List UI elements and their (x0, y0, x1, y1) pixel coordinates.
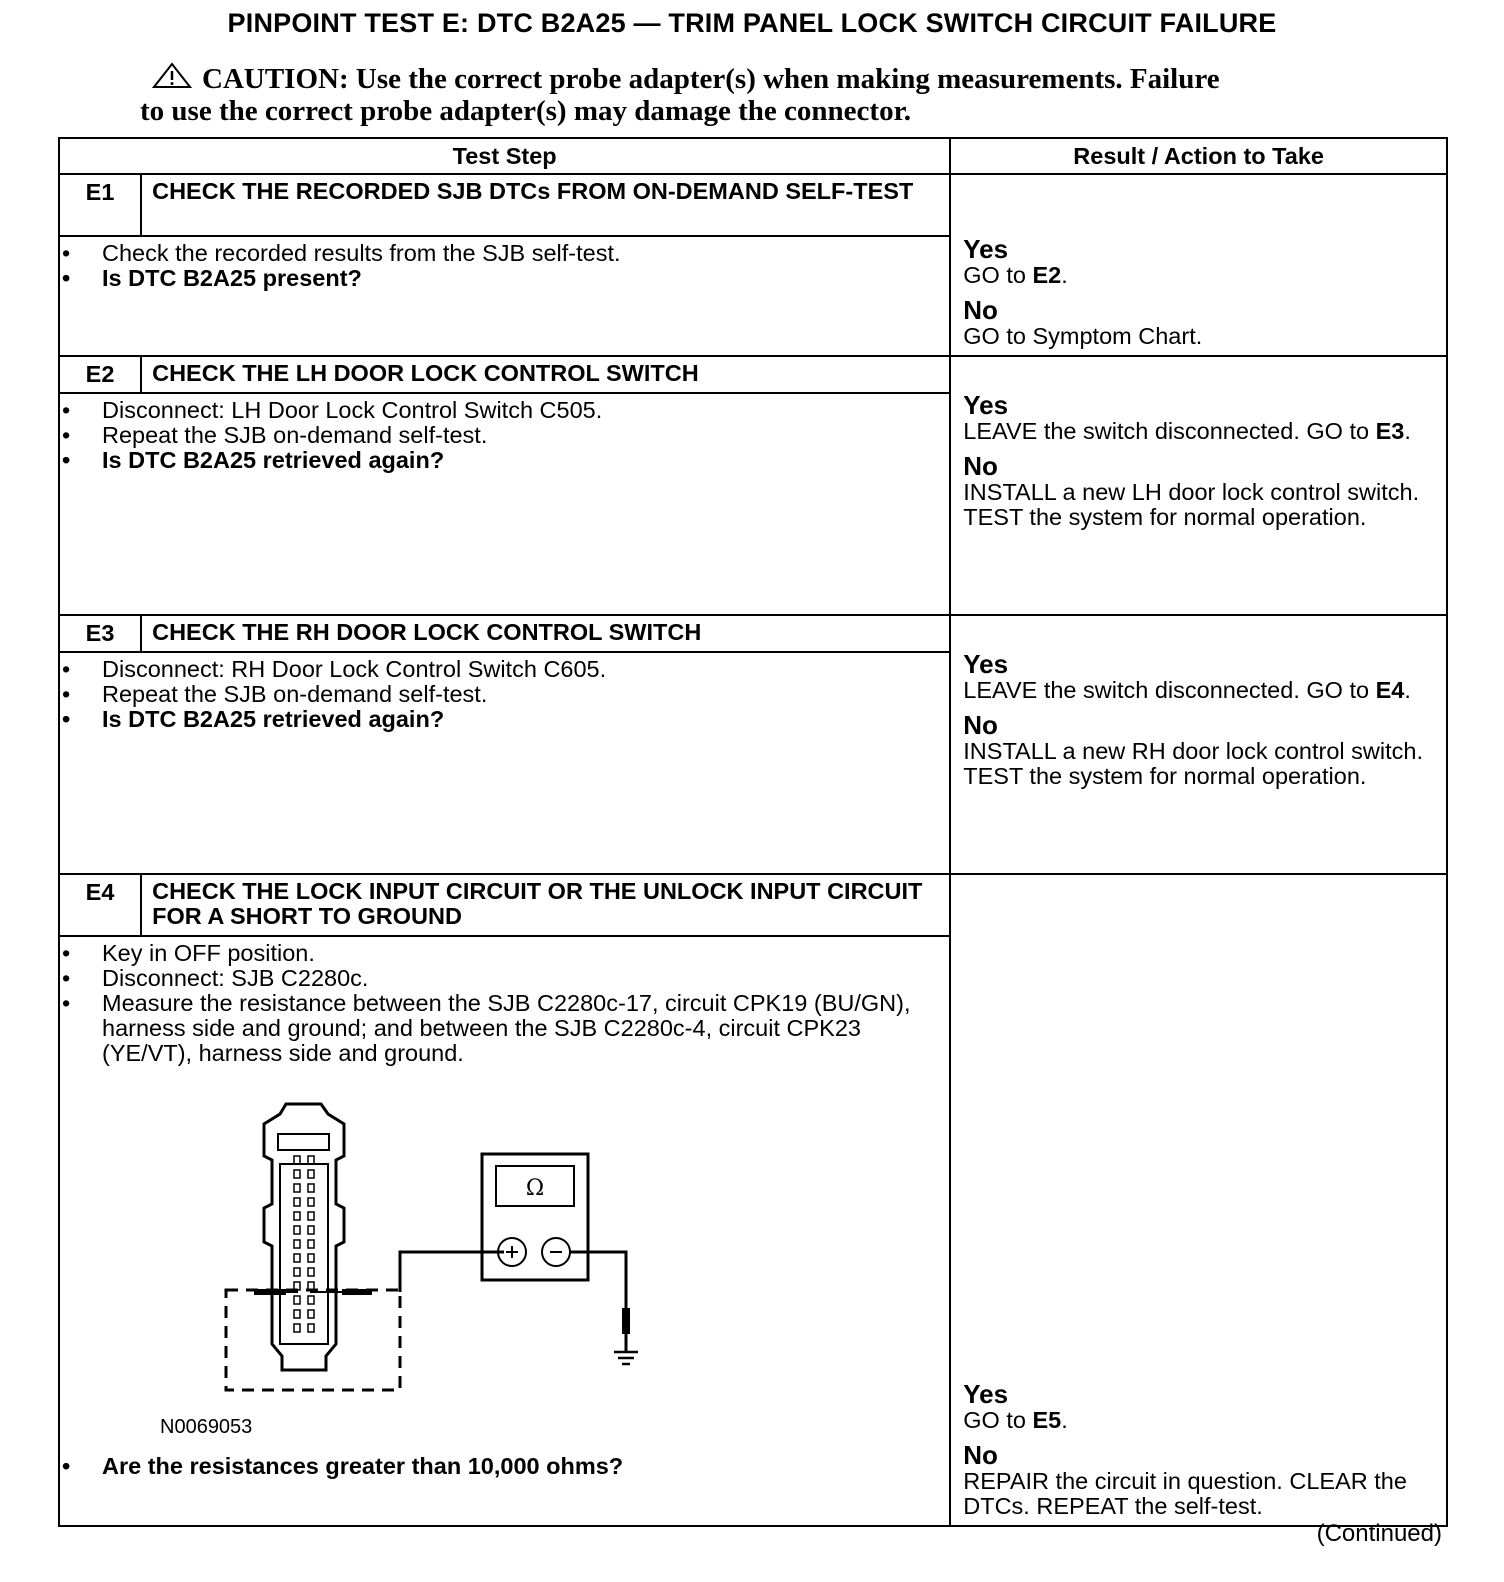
step-result (950, 615, 1447, 874)
action-item: • Disconnect: LH Door Lock Control Switch C505. (54, 398, 939, 423)
action-item: • Repeat the SJB on-demand self-test. (54, 682, 939, 707)
yes-text: LEAVE the switch disconnected. GO to (963, 677, 1370, 703)
step-title-row (59, 356, 1447, 393)
yes-text: GO to (963, 1407, 1026, 1433)
yes-label: Yes (963, 649, 1009, 679)
step-id: E2 (59, 356, 141, 393)
step-title: CHECK THE RECORDED SJB DTCs FROM ON-DEMAND SELF-TEST (141, 174, 950, 236)
step-body (59, 393, 950, 615)
step-id: E1 (59, 174, 141, 236)
step-title-row (59, 174, 1447, 236)
no-text: INSTALL a new LH door lock control switch. TEST the system for normal operation. (963, 479, 1420, 530)
action-item: • Disconnect: RH Door Lock Control Switch C605. (54, 657, 939, 682)
step-result (950, 356, 1447, 615)
meter-ohm-symbol: Ω (525, 1176, 545, 1201)
figure-id: N0069053 (160, 1416, 253, 1438)
yes-target: E5 (1032, 1407, 1062, 1433)
caution-line2: to use the correct probe adapter(s) may damage the connector. (140, 95, 912, 127)
yes-target: E4 (1375, 677, 1405, 703)
question-item: • Are the resistances greater than 10,000 ohms? (54, 1454, 939, 1479)
ground-icon (614, 1352, 638, 1364)
caution-label: CAUTION: (202, 63, 349, 95)
no-label: No (963, 295, 998, 325)
no-label: No (963, 1440, 998, 1470)
yes-label: Yes (963, 234, 1009, 264)
yes-label: Yes (963, 1379, 1009, 1409)
step-id: E4 (59, 874, 141, 936)
step-title: CHECK THE LH DOOR LOCK CONTROL SWITCH (141, 356, 950, 393)
caution-note (140, 62, 1360, 127)
step-title-row (59, 615, 1447, 652)
step-result (950, 174, 1447, 356)
no-label: No (963, 710, 998, 740)
header-test-step: Test Step (59, 138, 950, 174)
action-item: • Measure the resistance between the SJB C2280c-17, circuit CPK19 (BU/GN), harness side and ground; and between the SJB C2280c-4, circuit CPK23 (YE/VT), harness side and ground. (54, 991, 939, 1066)
page-title: PINPOINT TEST E: DTC B2A25 — TRIM PANEL LOCK SWITCH CIRCUIT FAILURE (227, 8, 1277, 38)
yes-suffix: . (1404, 677, 1411, 703)
caution-line1: Use the correct probe adapter(s) when making measurements. Failure (355, 63, 1220, 95)
no-text: INSTALL a new RH door lock control switch. TEST the system for normal operation. (963, 738, 1423, 789)
step-title-row (59, 874, 1447, 936)
header-result-action: Result / Action to Take (950, 138, 1447, 174)
question-item: • Is DTC B2A25 retrieved again? (54, 448, 939, 473)
connector-shell (264, 1104, 344, 1370)
yes-suffix: . (1061, 1407, 1068, 1433)
action-item: • Key in OFF position. (54, 941, 939, 966)
probe-adapter-dashed-outline (226, 1290, 400, 1390)
connector-pins (294, 1156, 314, 1332)
ohmmeter (482, 1154, 588, 1280)
step-body (59, 936, 950, 1526)
connector-ohmmeter-diagram (186, 1094, 666, 1404)
positive-lead (400, 1252, 504, 1292)
step-body (59, 652, 950, 874)
table-header-row (59, 138, 1447, 174)
warning-triangle-icon (140, 63, 202, 95)
action-item: • Repeat the SJB on-demand self-test. (54, 423, 939, 448)
step-title: CHECK THE LOCK INPUT CIRCUIT OR THE UNLOCK INPUT CIRCUIT FOR A SHORT TO GROUND (141, 874, 950, 936)
no-text: GO to Symptom Chart. (963, 323, 1203, 349)
action-item: • Disconnect: SJB C2280c. (54, 966, 939, 991)
yes-target: E2 (1032, 262, 1062, 288)
question-item: • Is DTC B2A25 retrieved again? (54, 707, 939, 732)
question-item: • Is DTC B2A25 present? (54, 266, 939, 291)
yes-label: Yes (963, 390, 1009, 420)
yes-text: GO to (963, 262, 1026, 288)
yes-suffix: . (1404, 418, 1411, 444)
yes-target: E3 (1375, 418, 1405, 444)
step-title: CHECK THE RH DOOR LOCK CONTROL SWITCH (141, 615, 950, 652)
no-text: REPAIR the circuit in question. CLEAR the DTCs. REPEAT the self-test. (963, 1468, 1407, 1519)
yes-suffix: . (1061, 262, 1068, 288)
step-result (950, 874, 1447, 1526)
continued-label: (Continued) (1316, 1520, 1442, 1547)
pinpoint-test-table (58, 137, 1448, 1527)
step-body (59, 236, 950, 356)
step-id: E3 (59, 615, 141, 652)
yes-text: LEAVE the switch disconnected. GO to (963, 418, 1370, 444)
connector-measurement-figure (102, 1094, 939, 1440)
no-label: No (963, 451, 998, 481)
action-item: • Check the recorded results from the SJB self-test. (54, 241, 939, 266)
